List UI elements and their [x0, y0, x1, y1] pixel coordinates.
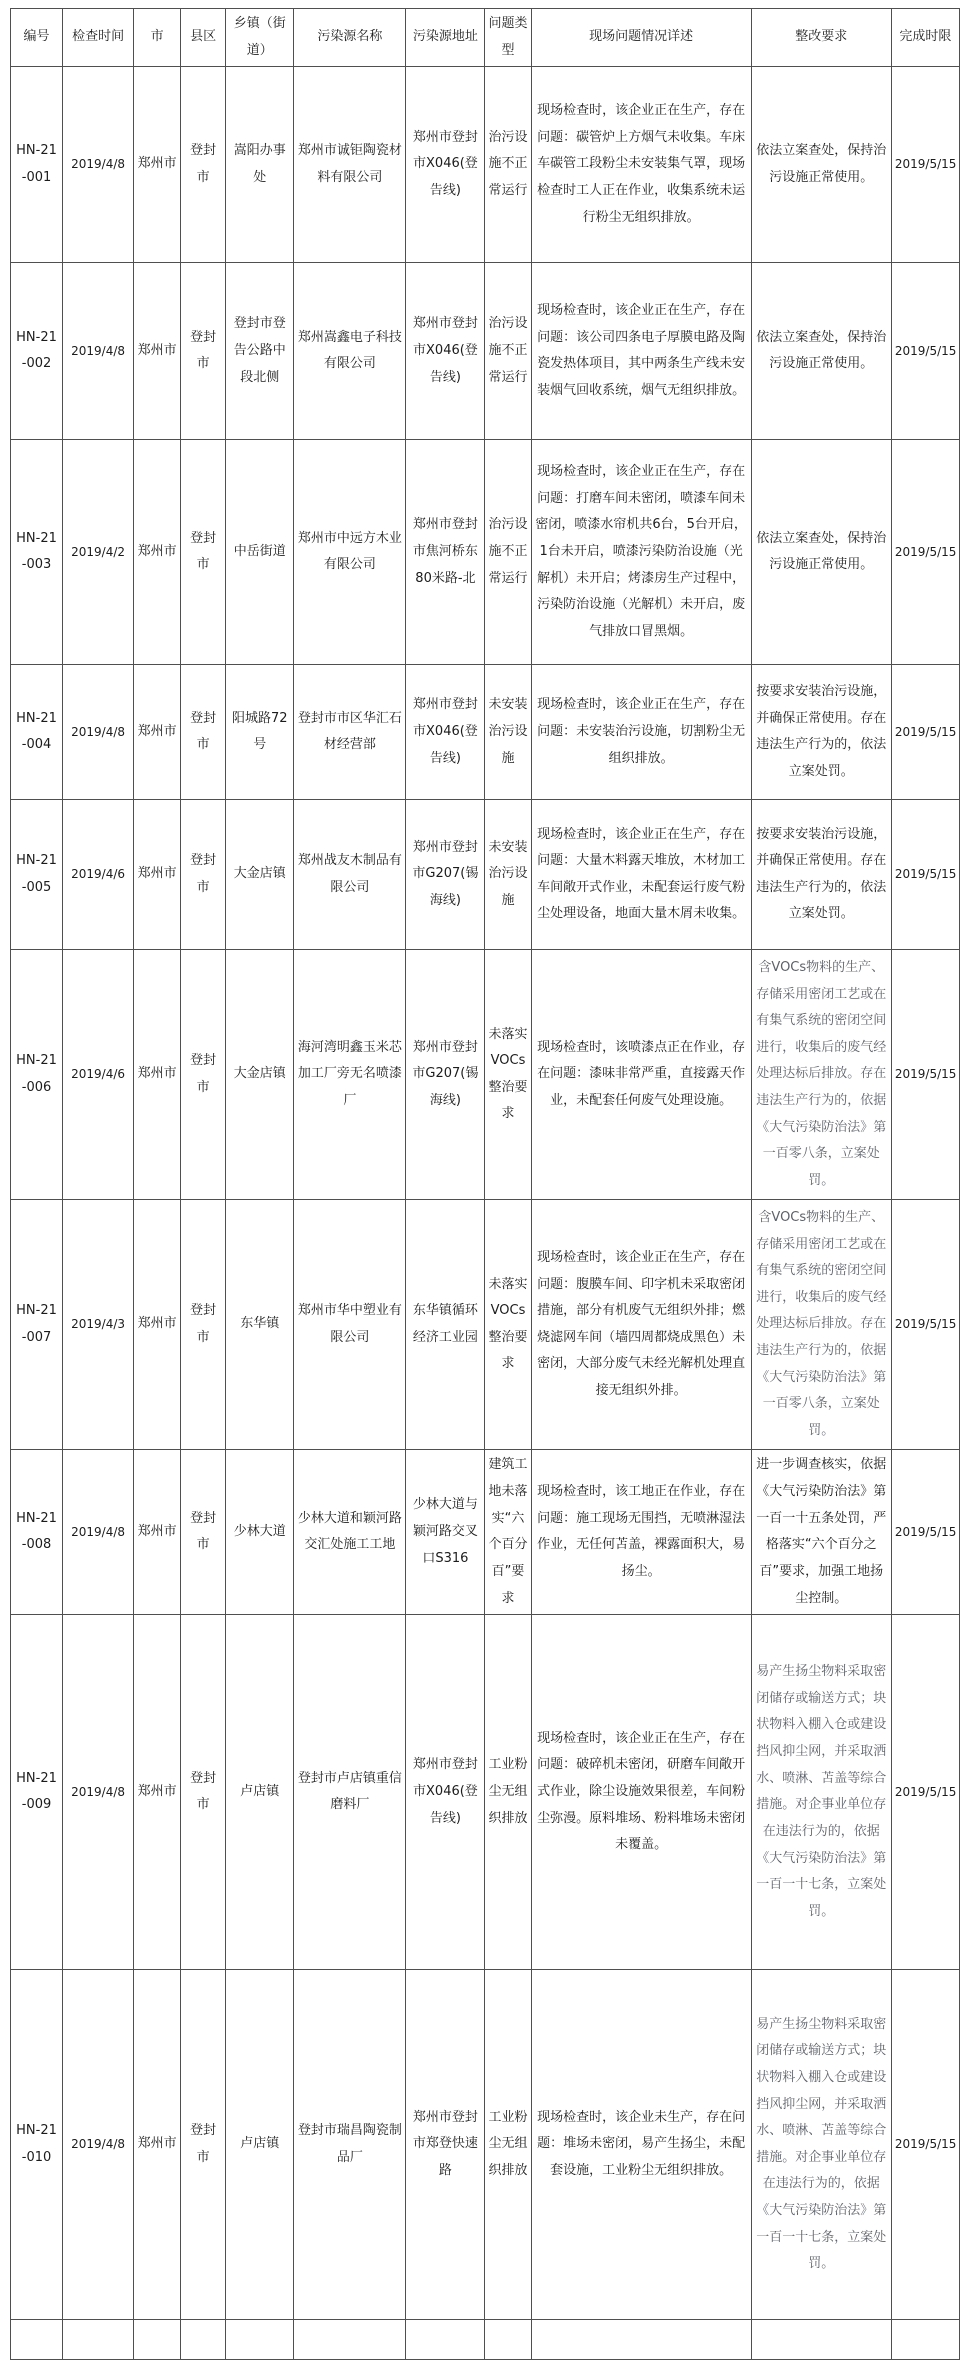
cell-county: 登封市 [181, 665, 226, 800]
cell-county: 登封市 [181, 1615, 226, 1970]
cell-problem-type: 治污设施不正常运行 [485, 440, 531, 665]
cell-source-name: 少林大道和颖河路交汇处施工工地 [294, 1450, 406, 1615]
cell-problem-type: 治污设施不正常运行 [485, 67, 531, 263]
cell-deadline: 2019/5/15 [891, 1450, 959, 1615]
column-header-problem-type: 问题类型 [485, 9, 531, 67]
cell-township: 中岳街道 [226, 440, 294, 665]
cell-source-name: 登封市瑞昌陶瓷制品厂 [294, 1970, 406, 2320]
cell-problem-type: 未安装治污设施 [485, 665, 531, 800]
cell-source-address: 郑州市登封市X046(登告线) [406, 1615, 485, 1970]
cell-empty [485, 2320, 531, 2360]
cell-inspect-time: 2019/4/6 [63, 800, 134, 950]
cell-inspect-time: 2019/4/8 [63, 67, 134, 263]
cell-id: HN-21-008 [11, 1450, 63, 1615]
cell-township: 阳城路72号 [226, 665, 294, 800]
cell-deadline: 2019/5/15 [891, 665, 959, 800]
column-header-problem-detail: 现场问题情况详述 [531, 9, 751, 67]
cell-rectification: 含VOCs物料的生产、存储采用密闭工艺或在有集气系统的密闭空间进行，收集后的废气经处理达标后排放。存在违法生产行为的，依据《大气污染防治法》第一百零八条，立案处罚。 [751, 1200, 891, 1450]
cell-city: 郑州市 [134, 950, 181, 1200]
column-header-township: 乡镇（街道） [226, 9, 294, 67]
cell-township: 大金店镇 [226, 950, 294, 1200]
cell-rectification: 依法立案查处，保持治污设施正常使用。 [751, 67, 891, 263]
cell-problem-type: 未落实VOCs整治要求 [485, 1200, 531, 1450]
cell-deadline: 2019/5/15 [891, 800, 959, 950]
cell-deadline: 2019/5/15 [891, 440, 959, 665]
column-header-source-address: 污染源地址 [406, 9, 485, 67]
cell-problem-detail: 现场检查时，该企业正在生产，存在问题：打磨车间未密闭，喷漆车间未密闭，喷漆水帘机共6台，5台开启，1台未开启，喷漆污染防治设施（光解机）未开启；烤漆房生产过程中，污染防治设施（光解机）未开启，废气排放口冒黑烟。 [531, 440, 751, 665]
cell-id: HN-21-007 [11, 1200, 63, 1450]
cell-deadline: 2019/5/15 [891, 263, 959, 440]
cell-problem-type: 工业粉尘无组织排放 [485, 1615, 531, 1970]
cell-rectification: 易产生扬尘物料采取密闭储存或输送方式；块状物料入棚入仓或建设挡风抑尘网，并采取洒水、喷淋、苫盖等综合措施。对企事业单位存在违法行为的，依据《大气污染防治法》第一百一十七条，立案处罚。 [751, 1970, 891, 2320]
cell-empty [134, 2320, 181, 2360]
column-header-id: 编号 [11, 9, 63, 67]
cell-deadline: 2019/5/15 [891, 67, 959, 263]
cell-inspect-time: 2019/4/8 [63, 1450, 134, 1615]
cell-city: 郑州市 [134, 263, 181, 440]
cell-county: 登封市 [181, 1450, 226, 1615]
table-row [11, 1200, 960, 1450]
cell-rectification: 进一步调查核实，依据《大气污染防治法》第一百一十五条处罚，严格落实“六个百分之百”要求，加强工地扬尘控制。 [751, 1450, 891, 1615]
cell-id: HN-21-009 [11, 1615, 63, 1970]
cell-id: HN-21-010 [11, 1970, 63, 2320]
cell-rectification: 依法立案查处，保持治污设施正常使用。 [751, 440, 891, 665]
cell-city: 郑州市 [134, 665, 181, 800]
cell-county: 登封市 [181, 1200, 226, 1450]
cell-empty [531, 2320, 751, 2360]
cell-problem-detail: 现场检查时，该企业正在生产，存在问题：腹膜车间、印字机未采取密闭措施，部分有机废气无组织外排；燃烧滤网车间（墙四周都烧成黑色）未密闭，大部分废气未经光解机处理直接无组织外排。 [531, 1200, 751, 1450]
cell-source-address: 郑州市登封市X046(登告线) [406, 263, 485, 440]
cell-inspect-time: 2019/4/6 [63, 950, 134, 1200]
cell-id: HN-21-006 [11, 950, 63, 1200]
cell-township: 卢店镇 [226, 1970, 294, 2320]
cell-rectification: 依法立案查处，保持治污设施正常使用。 [751, 263, 891, 440]
cell-source-name: 郑州市华中塑业有限公司 [294, 1200, 406, 1450]
table-row [11, 440, 960, 665]
cell-rectification: 按要求安装治污设施，并确保正常使用。存在违法生产行为的，依法立案处罚。 [751, 800, 891, 950]
column-header-inspect-time: 检查时间 [63, 9, 134, 67]
cell-problem-type: 工业粉尘无组织排放 [485, 1970, 531, 2320]
cell-source-address: 少林大道与颖河路交叉口S316 [406, 1450, 485, 1615]
cell-township: 嵩阳办事处 [226, 67, 294, 263]
cell-inspect-time: 2019/4/8 [63, 1615, 134, 1970]
cell-problem-detail: 现场检查时，该企业正在生产，存在问题：该公司四条电子厚膜电路及陶瓷发热体项目，其中两条生产线未安装烟气回收系统，烟气无组织排放。 [531, 263, 751, 440]
cell-source-address: 郑州市登封市G207(锡海线) [406, 950, 485, 1200]
cell-city: 郑州市 [134, 1615, 181, 1970]
cell-id: HN-21-002 [11, 263, 63, 440]
cell-source-name: 登封市卢店镇重信磨料厂 [294, 1615, 406, 1970]
table-row-partial [11, 2320, 960, 2360]
cell-id: HN-21-001 [11, 67, 63, 263]
cell-county: 登封市 [181, 440, 226, 665]
cell-rectification: 易产生扬尘物料采取密闭储存或输送方式；块状物料入棚入仓或建设挡风抑尘网，并采取洒水、喷淋、苫盖等综合措施。对企事业单位存在违法行为的，依据《大气污染防治法》第一百一十七条，立案处罚。 [751, 1615, 891, 1970]
cell-county: 登封市 [181, 67, 226, 263]
cell-deadline: 2019/5/15 [891, 950, 959, 1200]
cell-problem-detail: 现场检查时，该企业正在生产，存在问题：大量木料露天堆放，木材加工车间敞开式作业，未配套运行废气粉尘处理设备，地面大量木屑未收集。 [531, 800, 751, 950]
cell-problem-detail: 现场检查时，该喷漆点正在作业，存在问题：漆味非常严重，直接露天作业，未配套任何废气处理设施。 [531, 950, 751, 1200]
cell-rectification: 含VOCs物料的生产、存储采用密闭工艺或在有集气系统的密闭空间进行，收集后的废气经处理达标后排放。存在违法生产行为的，依据《大气污染防治法》第一百零八条，立案处罚。 [751, 950, 891, 1200]
cell-township: 大金店镇 [226, 800, 294, 950]
column-header-city: 市 [134, 9, 181, 67]
cell-id: HN-21-003 [11, 440, 63, 665]
cell-township: 卢店镇 [226, 1615, 294, 1970]
cell-source-name: 郑州战友木制品有限公司 [294, 800, 406, 950]
cell-inspect-time: 2019/4/3 [63, 1200, 134, 1450]
cell-problem-detail: 现场检查时，该企业正在生产，存在问题：未安装治污设施，切割粉尘无组织排放。 [531, 665, 751, 800]
table-header-row [11, 9, 960, 67]
table-row [11, 800, 960, 950]
cell-county: 登封市 [181, 950, 226, 1200]
table-body [11, 67, 960, 2360]
column-header-county: 县区 [181, 9, 226, 67]
cell-problem-type: 治污设施不正常运行 [485, 263, 531, 440]
cell-empty [63, 2320, 134, 2360]
table-row [11, 665, 960, 800]
table-row [11, 950, 960, 1200]
cell-county: 登封市 [181, 1970, 226, 2320]
cell-city: 郑州市 [134, 800, 181, 950]
cell-problem-type: 建筑工地未落实“六个百分百”要求 [485, 1450, 531, 1615]
cell-deadline: 2019/5/15 [891, 1970, 959, 2320]
cell-source-name: 郑州市诚钜陶瓷材料有限公司 [294, 67, 406, 263]
cell-county: 登封市 [181, 800, 226, 950]
cell-city: 郑州市 [134, 1970, 181, 2320]
cell-source-address: 东华镇循环经济工业园 [406, 1200, 485, 1450]
cell-inspect-time: 2019/4/2 [63, 440, 134, 665]
cell-problem-detail: 现场检查时，该企业未生产，存在问题：堆场未密闭，易产生扬尘，未配套设施，工业粉尘无组织排放。 [531, 1970, 751, 2320]
cell-city: 郑州市 [134, 440, 181, 665]
cell-id: HN-21-005 [11, 800, 63, 950]
cell-empty [226, 2320, 294, 2360]
cell-problem-detail: 现场检查时，该企业正在生产，存在问题：碳管炉上方烟气未收集。车床车碳管工段粉尘未安装集气罩，现场检查时工人正在作业，收集系统未运行粉尘无组织排放。 [531, 67, 751, 263]
table-row [11, 1970, 960, 2320]
cell-empty [891, 2320, 959, 2360]
cell-inspect-time: 2019/4/8 [63, 263, 134, 440]
cell-problem-detail: 现场检查时，该企业正在生产，存在问题：破碎机未密闭，研磨车间敞开式作业，除尘设施效果很差，车间粉尘弥漫。原料堆场、粉料堆场未密闭未覆盖。 [531, 1615, 751, 1970]
cell-source-address: 郑州市登封市X046(登告线) [406, 67, 485, 263]
cell-county: 登封市 [181, 263, 226, 440]
cell-inspect-time: 2019/4/8 [63, 1970, 134, 2320]
cell-deadline: 2019/5/15 [891, 1615, 959, 1970]
cell-township: 登封市登告公路中段北侧 [226, 263, 294, 440]
cell-empty [294, 2320, 406, 2360]
table-row [11, 1615, 960, 1970]
cell-city: 郑州市 [134, 1200, 181, 1450]
cell-deadline: 2019/5/15 [891, 1200, 959, 1450]
table-row [11, 67, 960, 263]
cell-source-name: 登封市市区华汇石材经营部 [294, 665, 406, 800]
column-header-rectification: 整改要求 [751, 9, 891, 67]
cell-source-name: 郑州嵩鑫电子科技有限公司 [294, 263, 406, 440]
cell-source-name: 海河湾明鑫玉米芯加工厂旁无名喷漆厂 [294, 950, 406, 1200]
cell-township: 东华镇 [226, 1200, 294, 1450]
cell-rectification: 按要求安装治污设施，并确保正常使用。存在违法生产行为的，依法立案处罚。 [751, 665, 891, 800]
cell-source-address: 郑州市登封市G207(锡海线) [406, 800, 485, 950]
cell-source-address: 郑州市登封市X046(登告线) [406, 665, 485, 800]
cell-inspect-time: 2019/4/8 [63, 665, 134, 800]
column-header-source-name: 污染源名称 [294, 9, 406, 67]
cell-empty [181, 2320, 226, 2360]
cell-empty [11, 2320, 63, 2360]
table-row [11, 1450, 960, 1615]
cell-township: 少林大道 [226, 1450, 294, 1615]
cell-source-address: 郑州市登封市焦河桥东80米路-北 [406, 440, 485, 665]
cell-source-name: 郑州市中远方木业有限公司 [294, 440, 406, 665]
cell-source-address: 郑州市登封市郑登快速路 [406, 1970, 485, 2320]
cell-id: HN-21-004 [11, 665, 63, 800]
cell-problem-detail: 现场检查时，该工地正在作业，存在问题：施工现场无围挡，无喷淋湿法作业，无任何苫盖，裸露面积大，易扬尘。 [531, 1450, 751, 1615]
cell-empty [751, 2320, 891, 2360]
cell-problem-type: 未安装治污设施 [485, 800, 531, 950]
inspection-table [10, 8, 960, 2360]
table-row [11, 263, 960, 440]
column-header-deadline: 完成时限 [891, 9, 959, 67]
cell-problem-type: 未落实VOCs整治要求 [485, 950, 531, 1200]
cell-city: 郑州市 [134, 1450, 181, 1615]
cell-city: 郑州市 [134, 67, 181, 263]
cell-empty [406, 2320, 485, 2360]
